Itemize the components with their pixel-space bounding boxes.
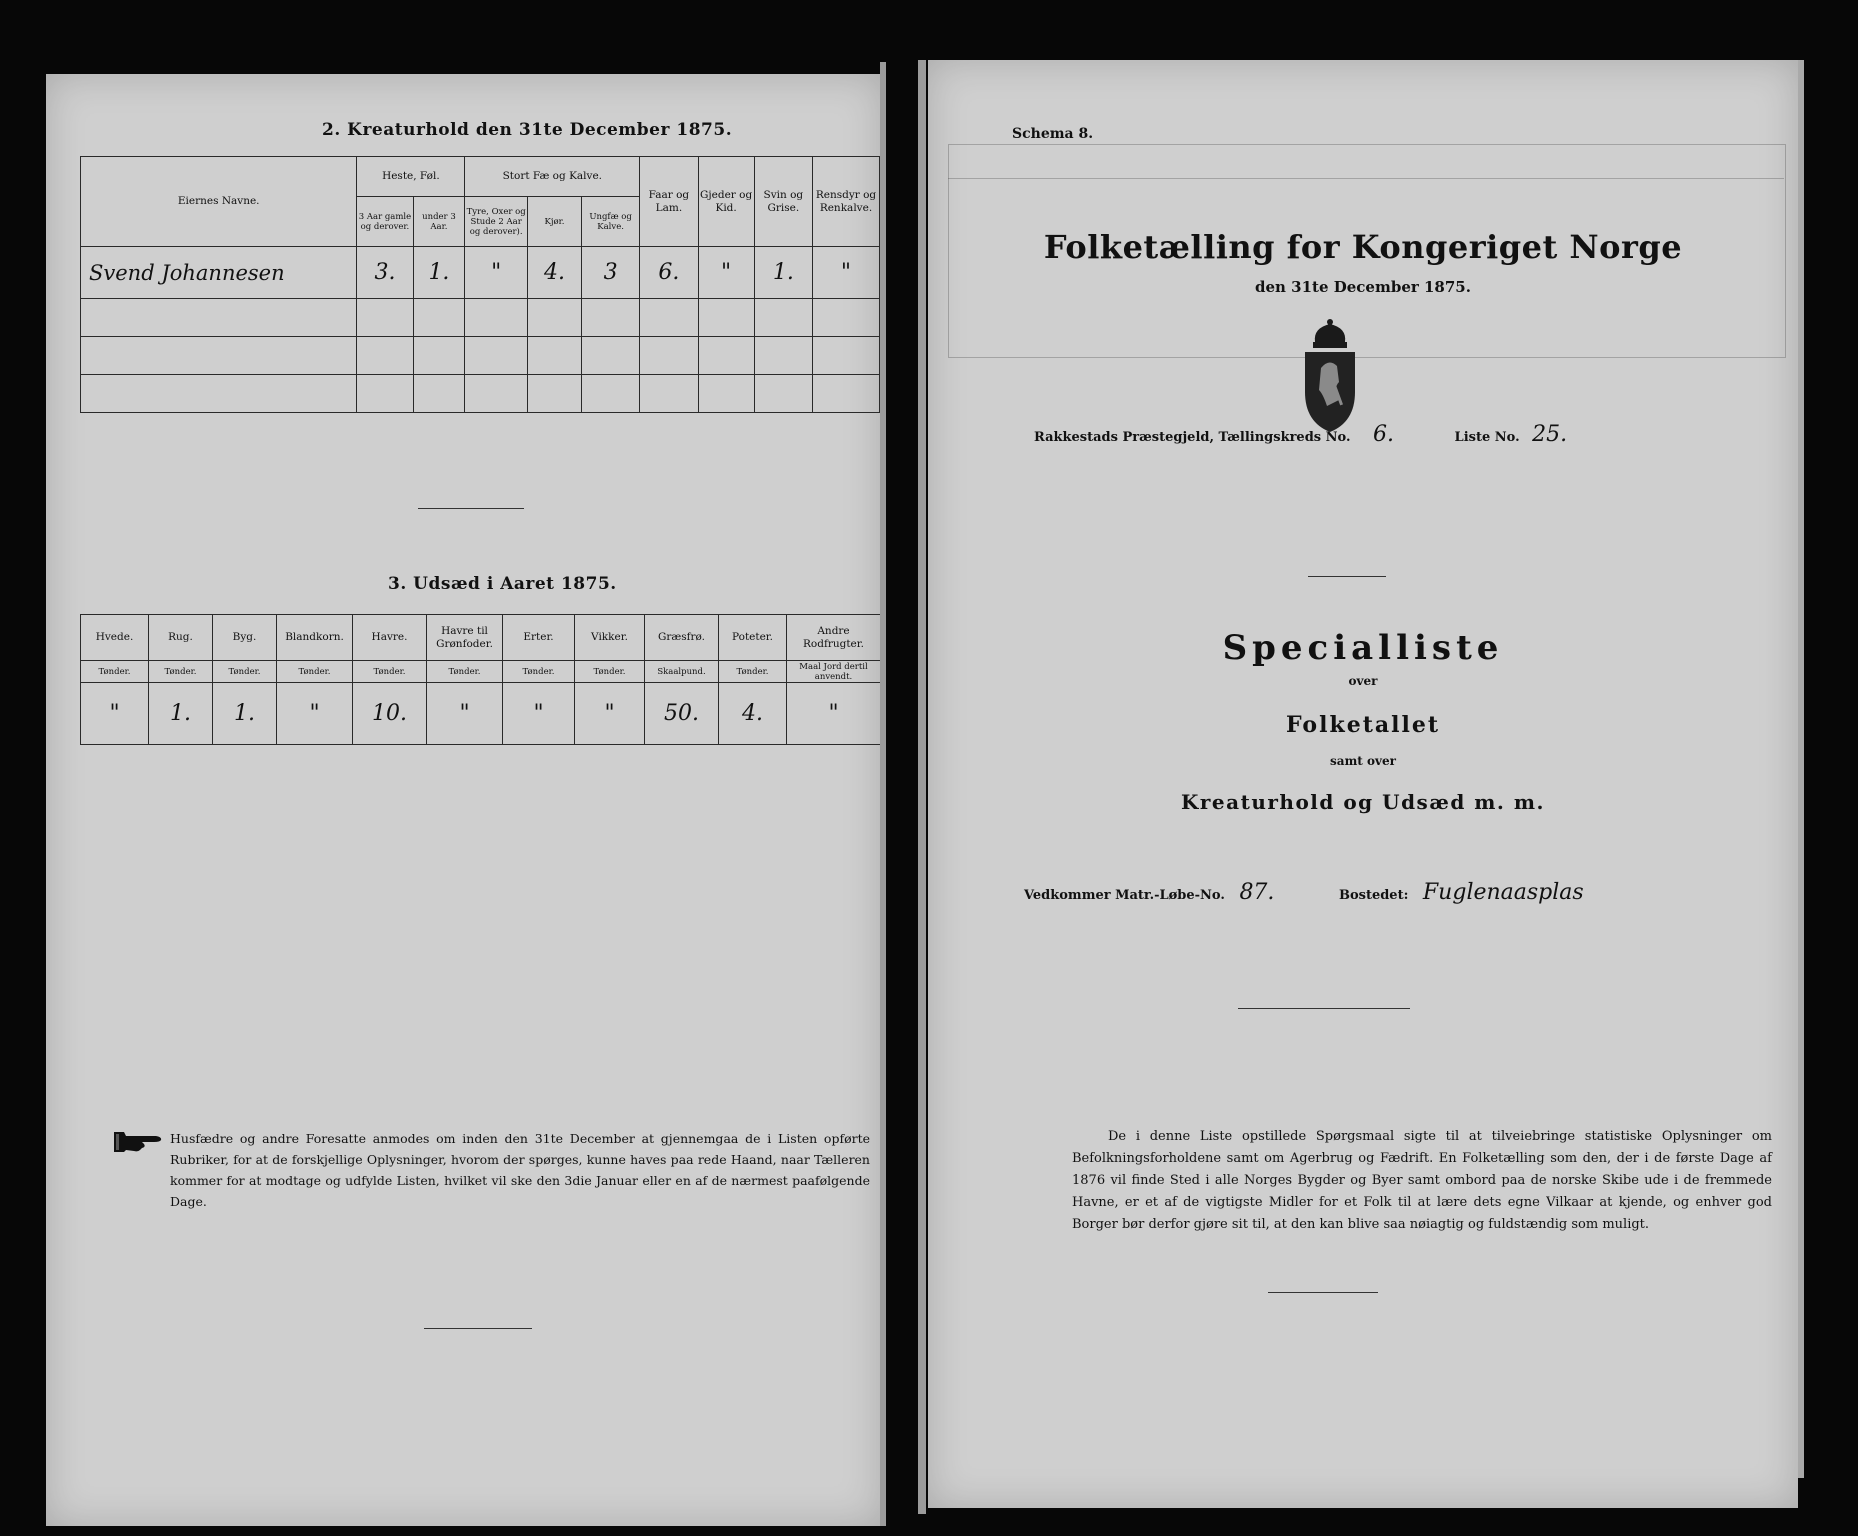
value-rug: 1. — [149, 683, 213, 745]
header-ungfae: Ungfæ og Kalve. — [581, 197, 639, 247]
header-andre-rodfrugter: Andre Rodfrugter. — [787, 615, 881, 661]
header-stort-fae: Stort Fæ og Kalve. — [465, 157, 640, 197]
value-hvede: " — [81, 683, 149, 745]
prestegjeld-label: Rakkestads Præstegjeld, — [1034, 430, 1215, 445]
header-heste: Heste, Føl. — [357, 157, 465, 197]
header-kjor: Kjør. — [527, 197, 581, 247]
value-ungfae: 3 — [581, 247, 639, 299]
value-gjeder: " — [698, 247, 754, 299]
kreaturhold-title: 2. Kreaturhold den 31te December 1875. — [322, 120, 733, 140]
page-edge — [918, 60, 926, 1514]
unit-havre: Tønder. — [353, 661, 427, 683]
value-erter: " — [503, 683, 575, 745]
unit-poteter: Tønder. — [719, 661, 787, 683]
unit-vikker: Tønder. — [575, 661, 645, 683]
pointing-hand-icon — [112, 1128, 164, 1154]
value-blandkorn: " — [277, 683, 353, 745]
header-erter: Erter. — [503, 615, 575, 661]
header-byg: Byg. — [213, 615, 277, 661]
table-row — [81, 683, 881, 745]
unit-havre-til-grønfoder: Tønder. — [427, 661, 503, 683]
samt-over-label: samt over — [1330, 754, 1396, 768]
table-row — [81, 375, 880, 413]
schema-label: Schema 8. — [1012, 126, 1094, 142]
header-rensdyr: Rensdyr og Renkalve. — [812, 157, 879, 247]
header-havre-til-grønfoder: Havre til Grønfoder. — [427, 615, 503, 661]
value-græsfrø: 50. — [645, 683, 719, 745]
header-havre: Havre. — [353, 615, 427, 661]
matr-value: 87. — [1239, 880, 1275, 905]
divider — [418, 508, 524, 509]
value-svin: 1. — [754, 247, 812, 299]
divider — [1308, 576, 1386, 577]
value-kjor: 4. — [527, 247, 581, 299]
value-havre-til-grønfoder: " — [427, 683, 503, 745]
udsaed-table — [80, 614, 881, 745]
divider — [424, 1328, 532, 1329]
header-poteter: Poteter. — [719, 615, 787, 661]
value-poteter: 4. — [719, 683, 787, 745]
liste-label: Liste No. — [1454, 430, 1520, 445]
purpose-note: De i denne Liste opstillede Spørgsmaal sigte til at tilveiebringe statistiske Oplysninger om Befolkningsforholdene samt om Agerbrug og Fædrift. En Folketælling som den, der i de første Dage af 1876 vil finde Sted i alle Norges Bygder og Byer samt ombord paa de norske Skibe ude i de fremmede Havne, er et af de vigtigste Midler for et Folk til at lære dets egne Vilkaar at kjende, og enhver god Borger bør derfor gjøre sit til, at den kan blive saa nøiagtig og fuldstændig som muligt. — [1072, 1129, 1772, 1232]
tellingskreds-value: 6. — [1373, 422, 1395, 447]
tellingskreds-label: Tællingskreds No. — [1218, 430, 1351, 445]
unit-rug: Tønder. — [149, 661, 213, 683]
matr-label: Vedkommer Matr.-Løbe-No. — [1024, 888, 1225, 903]
header-heste-3aar: 3 Aar gamle og derover. — [357, 197, 413, 247]
value-faar: 6. — [640, 247, 698, 299]
header-svin: Svin og Grise. — [754, 157, 812, 247]
value-heste-under3: 1. — [413, 247, 465, 299]
matrikkel-line — [1024, 880, 1584, 905]
divider — [1268, 1292, 1378, 1293]
unit-græsfrø: Skaalpund. — [645, 661, 719, 683]
owner-name: Svend Johannesen — [81, 247, 357, 299]
unit-erter: Tønder. — [503, 661, 575, 683]
header-hvede: Hvede. — [81, 615, 149, 661]
value-andre-rodfrugter: " — [787, 683, 881, 745]
specialliste-title: Specialliste — [1222, 628, 1504, 668]
unit-andre-rodfrugter: Maal Jord dertil anvendt. — [787, 661, 881, 683]
header-tyre: Tyre, Oxer og Stude 2 Aar og derover). — [465, 197, 528, 247]
kreaturhold-udsaed-title: Kreaturhold og Udsæd m. m. — [1181, 790, 1545, 814]
table-row — [81, 337, 880, 375]
coat-of-arms-icon — [1299, 318, 1361, 436]
value-havre: 10. — [353, 683, 427, 745]
value-byg: 1. — [213, 683, 277, 745]
liste-value: 25. — [1532, 422, 1568, 447]
right-page — [928, 60, 1798, 1508]
header-heste-under3: under 3 Aar. — [413, 197, 465, 247]
unit-hvede: Tønder. — [81, 661, 149, 683]
page-subtitle: den 31te December 1875. — [1255, 278, 1471, 296]
unit-blandkorn: Tønder. — [277, 661, 353, 683]
value-heste-3aar: 3. — [357, 247, 413, 299]
table-row — [81, 299, 880, 337]
left-page — [46, 74, 882, 1526]
bostedet-value: Fuglenaasplas — [1422, 880, 1584, 905]
divider — [1238, 1008, 1410, 1009]
folketallet-title: Folketallet — [1286, 712, 1440, 738]
header-owner: Eiernes Navne. — [81, 157, 357, 247]
bleed-through-line — [948, 178, 1784, 179]
instructions-text: Husfædre og andre Foresatte anmodes om inden den 31te December at gjennemgaa de i Listen opførte Rubriker, for at de forskjellige Oplysninger, hvorom der spørges, kunne haves paa rede Haand, naar Tælleren kommer for at modtage og udfylde Listen, hvilket vil ske den 3die Januar eller en af de nærmest paafølgende Dage. — [170, 1131, 870, 1209]
table-row — [81, 247, 880, 299]
header-græsfrø: Græsfrø. — [645, 615, 719, 661]
value-tyre: " — [465, 247, 528, 299]
district-line — [1034, 422, 1567, 447]
header-rug: Rug. — [149, 615, 213, 661]
unit-byg: Tønder. — [213, 661, 277, 683]
value-vikker: " — [575, 683, 645, 745]
value-rensdyr: " — [812, 247, 879, 299]
udsaed-title: 3. Udsæd i Aaret 1875. — [388, 574, 617, 594]
over-label: over — [1348, 674, 1378, 688]
kreaturhold-table — [80, 156, 880, 413]
page-edge — [880, 62, 886, 1526]
page-title: Folketælling for Kongeriget Norge — [1043, 228, 1683, 266]
bostedet-label: Bostedet: — [1338, 888, 1409, 903]
header-faar: Faar og Lam. — [640, 157, 698, 247]
header-blandkorn: Blandkorn. — [277, 615, 353, 661]
header-gjeder: Gjeder og Kid. — [698, 157, 754, 247]
header-vikker: Vikker. — [575, 615, 645, 661]
